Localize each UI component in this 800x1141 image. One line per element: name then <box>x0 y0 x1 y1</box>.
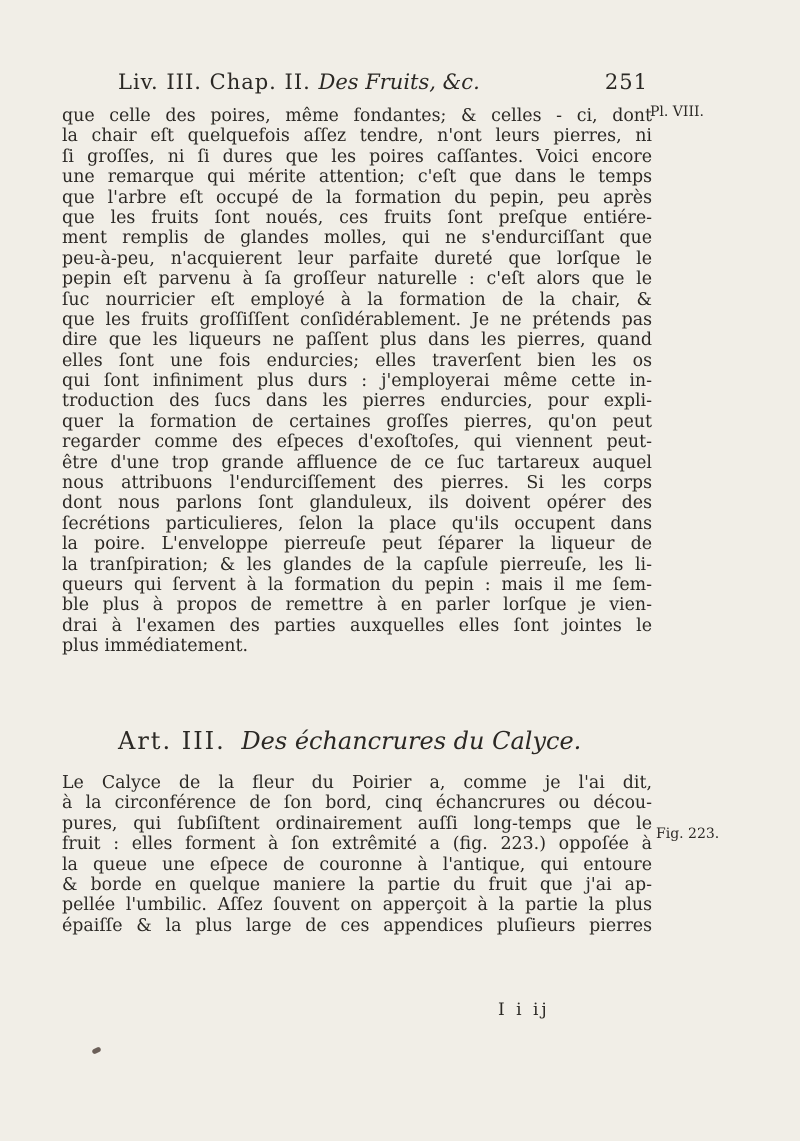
text-line: nous attribuons l'endurciſſement des pierres. Si les corps <box>62 473 652 494</box>
text-line: queurs qui ſervent à la formation du pepin : mais il me ſem- <box>62 574 652 595</box>
paragraph-1 <box>62 106 652 657</box>
running-head-chapter: Liv. III. Chap. II. <box>118 70 311 94</box>
text-line: ble plus à propos de remettre à en parler lorſque je vien- <box>62 595 652 616</box>
text-line: pepin eſt parvenu à ſa groſſeur naturelle : c'eſt alors que le <box>62 269 652 290</box>
figure-reference: Fig. 223. <box>656 826 720 842</box>
text-line: ment remplis de glandes molles, qui ne s'endurciſſant que <box>62 228 652 249</box>
running-head-title: Des Fruits, &c. <box>318 70 480 94</box>
text-line: plus immédiatement. <box>62 636 249 657</box>
text-line: une remarque qui mérite attention; c'eſt que dans le temps <box>62 167 652 188</box>
text-line: elles ſont une fois endurcies; elles traverſent bien les os <box>62 350 652 371</box>
text-line: pellée l'umbilic. Aſſez ſouvent on apperçoit à la partie la plus <box>62 895 652 916</box>
paragraph-2 <box>62 773 652 936</box>
text-line: à la circonférence de ſon bord, cinq échancrures ou décou- <box>62 793 652 814</box>
ink-blot <box>91 1046 101 1054</box>
running-head <box>118 70 648 98</box>
text-line: la queue une eſpece de couronne à l'antique, qui entoure <box>62 854 652 875</box>
text-line: la tranſpiration; & les glandes de la capſule pierreuſe, les li- <box>62 554 652 575</box>
text-line: ſecrétions particulieres, ſelon la place qu'ils occupent dans <box>62 513 652 534</box>
running-head-left <box>118 70 480 94</box>
text-line: ſuc nourricier eſt employé à la formation de la chair, & <box>62 289 652 310</box>
text-line: troduction des ſucs dans les pierres endurcies, pour expli- <box>62 391 652 412</box>
text-line: Le Calyce de la fleur du Poirier a, comme je l'ai dit, <box>62 773 652 793</box>
text-line: fruit : elles forment à ſon extrêmité a (fig. 223.) oppoſée à <box>62 834 652 855</box>
text-line: regarder comme des eſpeces d'exoſtoſes, qui viennent peut- <box>62 432 652 453</box>
text-line: peu-à-peu, n'acquierent leur parfaite dureté que lorſque le <box>62 248 652 269</box>
text-line: que l'arbre eſt occupé de la formation du pepin, peu après <box>62 187 652 208</box>
text-line: pures, qui ſubſiſtent ordinairement auſſi long-temps que le <box>62 813 652 834</box>
text-line: la chair eſt quelquefois aſſez tendre, n'ont leurs pierres, ni <box>62 126 652 147</box>
text-line: qui ſont infiniment plus durs : j'employerai même cette in- <box>62 371 652 392</box>
page-number: 251 <box>604 70 648 94</box>
plate-reference: Pl. VIII. <box>650 104 704 120</box>
text-line: & borde en quelque maniere la partie du fruit que j'ai ap- <box>62 874 652 895</box>
text-line: être d'une trop grande affluence de ce ſuc tartareux auquel <box>62 452 652 473</box>
text-line: drai à l'examen des parties auxquelles elles ſont jointes le <box>62 615 652 636</box>
text-line: dont nous parlons ſont glanduleux, ils doivent opérer des <box>62 493 652 514</box>
text-line: dire que les liqueurs ne paſſent plus dans les pierres, quand <box>62 330 652 351</box>
article-name: Des échancrures du Calyce. <box>241 727 582 755</box>
text-line: ſi groſſes, ni ſi dures que les poires caſſantes. Voici encore <box>62 146 652 167</box>
text-line: que les fruits ſont noués, ces fruits ſont preſque entiére- <box>62 207 652 228</box>
text-line: la poire. L'enveloppe pierreuſe peut ſéparer la liqueur de <box>62 534 652 555</box>
article-number: Art. III. <box>118 727 226 755</box>
signature-mark: I i ij <box>498 1000 550 1020</box>
text-line: que les fruits groſſiſſent conſidérablement. Je ne prétends pas <box>62 309 652 330</box>
text-line: quer la formation de certaines groſſes pierres, qu'on peut <box>62 411 652 432</box>
text-line: épaiſſe & la plus large de ces appendices pluſieurs pierres <box>62 915 652 936</box>
article-heading <box>118 727 581 755</box>
text-line: que celle des poires, même fondantes; & celles - ci, dont <box>62 106 652 126</box>
